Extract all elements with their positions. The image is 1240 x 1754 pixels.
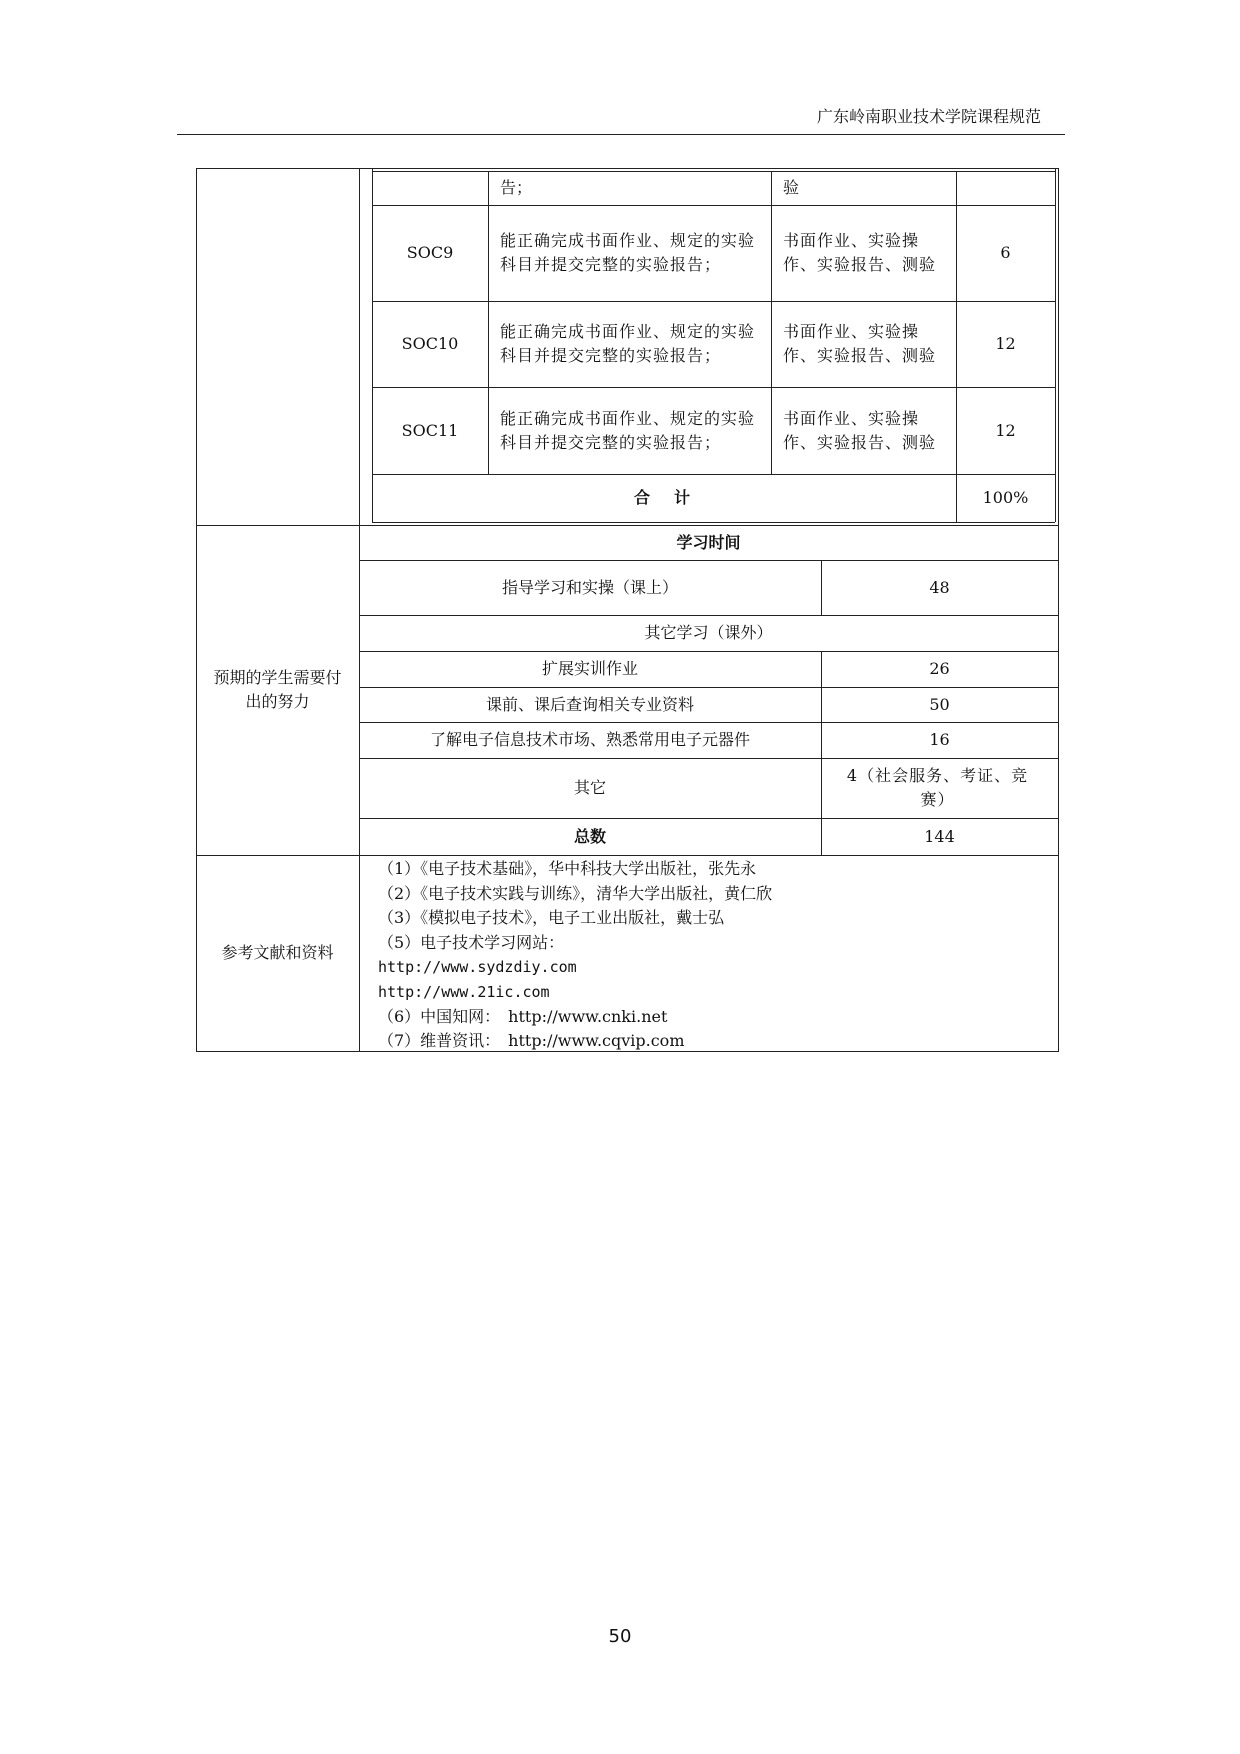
effort-item: 了解电子信息技术市场、熟悉常用电子元器件 — [429, 730, 750, 749]
effort-hours: 4（社会服务、考证、竞赛） — [846, 766, 1029, 809]
effort-hours: 48 — [929, 577, 950, 597]
effort-hours: 50 — [929, 694, 950, 714]
soc-code: SOC9 — [406, 243, 454, 262]
document-header: 广东岭南职业技术学院课程规范 — [816, 107, 1041, 126]
soc-weight: 6 — [1000, 243, 1011, 262]
references-list — [378, 857, 772, 1054]
continued-method: 验 — [783, 178, 800, 197]
effort-item: 指导学习和实操（课上） — [501, 577, 678, 597]
reference-item: （5）电子技术学习网站： — [378, 932, 565, 952]
reference-link[interactable]: http://www.sydzdiy.com — [378, 958, 577, 977]
effort-total-label: 总数 — [573, 826, 606, 846]
soc-weight: 12 — [995, 420, 1016, 440]
effort-item: 其它学习（课外） — [644, 623, 773, 642]
soc-method: 书面作业、实验操作、实验报告、测验 — [783, 322, 937, 365]
continued-criteria: 告； — [500, 178, 533, 197]
assessment-total-label: 合 计 — [633, 488, 694, 507]
effort-heading: 学习时间 — [676, 532, 741, 552]
reference-item: （1）《电子技术基础》，华中科技大学出版社，张先永 — [378, 859, 757, 878]
reference-link[interactable]: （6）中国知网： http://www.cnki.net — [378, 1006, 668, 1026]
soc-code: SOC10 — [401, 334, 459, 353]
effort-label: 预期的学生需要付出的努力 — [213, 668, 342, 711]
soc-criteria: 能正确完成书面作业、规定的实验科目并提交完整的实验报告； — [500, 322, 756, 365]
soc-criteria: 能正确完成书面作业、规定的实验科目并提交完整的实验报告； — [500, 231, 756, 274]
assessment-total-value: 100% — [982, 488, 1029, 507]
page-number: 50 — [608, 1626, 632, 1647]
soc-method: 书面作业、实验操作、实验报告、测验 — [783, 231, 937, 274]
effort-hours: 16 — [929, 730, 950, 749]
effort-hours: 26 — [929, 659, 950, 678]
reference-item: （2）《电子技术实践与训练》，清华大学出版社，黄仁欣 — [378, 883, 773, 903]
effort-item: 课前、课后查询相关专业资料 — [485, 694, 694, 714]
effort-item: 其它 — [573, 778, 606, 797]
header-rule — [177, 134, 1065, 135]
soc-code: SOC11 — [401, 420, 459, 440]
effort-total-value: 144 — [924, 826, 955, 846]
soc-weight: 12 — [995, 334, 1016, 353]
soc-method: 书面作业、实验操作、实验报告、测验 — [783, 408, 937, 452]
reference-item: （3）《模拟电子技术》，电子工业出版社，戴士弘 — [378, 908, 725, 928]
reference-link[interactable]: http://www.21ic.com — [378, 982, 550, 1001]
references-label: 参考文献和资料 — [221, 943, 334, 962]
effort-item: 扩展实训作业 — [541, 659, 638, 678]
soc-criteria: 能正确完成书面作业、规定的实验科目并提交完整的实验报告； — [500, 408, 756, 452]
reference-link[interactable]: （7）维普资讯： http://www.cqvip.com — [378, 1031, 685, 1051]
